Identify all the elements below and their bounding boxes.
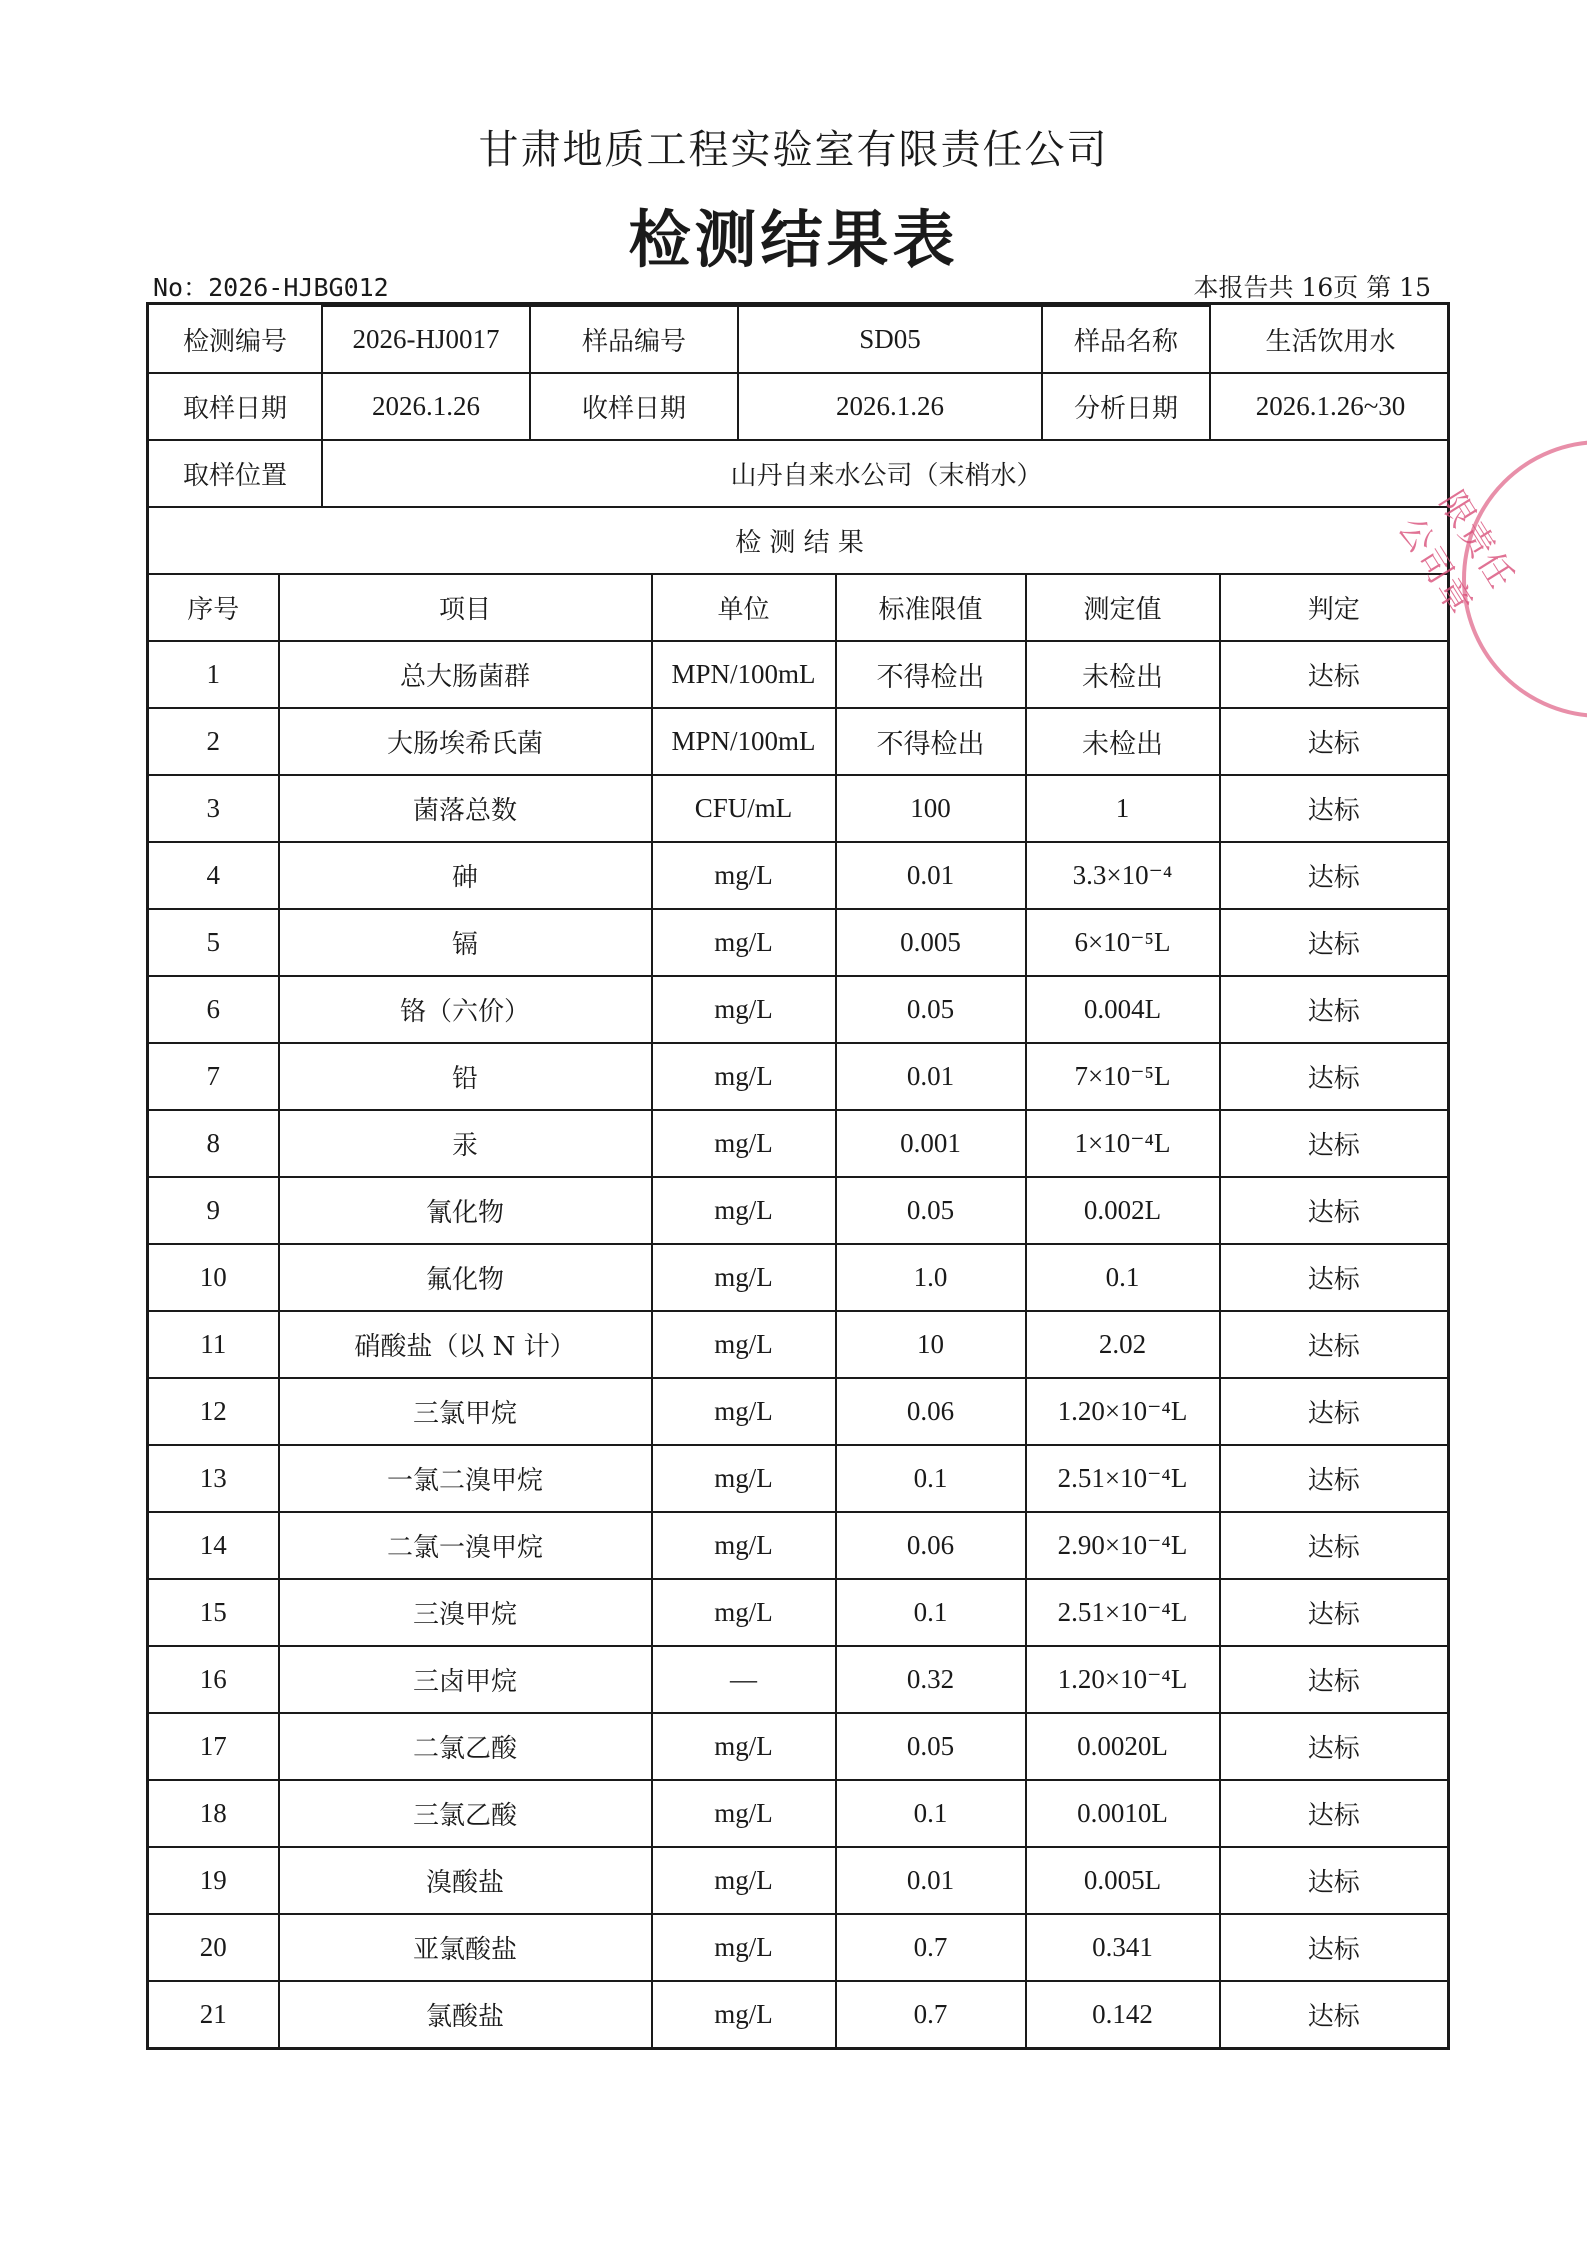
cell-seq: 1 <box>148 641 279 708</box>
cell-item: 二氯乙酸 <box>279 1713 652 1780</box>
cell-value: 0.005L <box>1026 1847 1220 1914</box>
table-row <box>148 775 1449 842</box>
test-no-value: 2026-HJ0017 <box>322 306 530 373</box>
cell-limit: 0.005 <box>836 909 1026 976</box>
cell-seq: 16 <box>148 1646 279 1713</box>
cell-judge: 达标 <box>1220 1646 1449 1713</box>
table-row <box>148 1780 1449 1847</box>
info-row-1 <box>148 304 1449 575</box>
company-name: 甘肃地质工程实验室有限责任公司 <box>478 127 1109 173</box>
cell-seq: 6 <box>148 976 279 1043</box>
col-header-judge: 判定 <box>1220 574 1449 641</box>
analysis-date-value: 2026.1.26~30 <box>1210 373 1448 440</box>
cell-limit: 不得检出 <box>836 641 1026 708</box>
cell-seq: 11 <box>148 1311 279 1378</box>
cell-unit: mg/L <box>652 1244 836 1311</box>
cell-unit: mg/L <box>652 1512 836 1579</box>
cell-value: 2.02 <box>1026 1311 1220 1378</box>
table-row <box>148 1847 1449 1914</box>
cell-seq: 14 <box>148 1512 279 1579</box>
page-info: 本报告共 16页 第 15 <box>1193 273 1431 302</box>
cell-limit: 0.05 <box>836 976 1026 1043</box>
cell-seq: 12 <box>148 1378 279 1445</box>
table-row <box>148 909 1449 976</box>
cell-value: 0.1 <box>1026 1244 1220 1311</box>
cell-judge: 达标 <box>1220 1713 1449 1780</box>
cell-unit: MPN/100mL <box>652 641 836 708</box>
cell-value: 0.002L <box>1026 1177 1220 1244</box>
cell-limit: 0.7 <box>836 1981 1026 2049</box>
sample-name-value: 生活饮用水 <box>1210 306 1448 373</box>
receive-date-label: 收样日期 <box>530 373 738 440</box>
table-row <box>148 1110 1449 1177</box>
cell-item: 铅 <box>279 1043 652 1110</box>
cell-value: 未检出 <box>1026 708 1220 775</box>
cell-item: 三溴甲烷 <box>279 1579 652 1646</box>
cell-unit: mg/L <box>652 1311 836 1378</box>
cell-unit: mg/L <box>652 1713 836 1780</box>
table-row <box>148 1713 1449 1780</box>
cell-item: 三氯甲烷 <box>279 1378 652 1445</box>
cell-item: 氯酸盐 <box>279 1981 652 2049</box>
cell-judge: 达标 <box>1220 1244 1449 1311</box>
document-title: 检测结果表 <box>628 203 959 276</box>
cell-limit: 0.01 <box>836 1847 1026 1914</box>
cell-seq: 8 <box>148 1110 279 1177</box>
cell-seq: 5 <box>148 909 279 976</box>
cell-judge: 达标 <box>1220 976 1449 1043</box>
cell-judge: 达标 <box>1220 1177 1449 1244</box>
table-row <box>148 842 1449 909</box>
cell-judge: 达标 <box>1220 1780 1449 1847</box>
sampling-date-label: 取样日期 <box>149 373 322 440</box>
cell-judge: 达标 <box>1220 1981 1449 2049</box>
cell-value: 3.3×10⁻⁴ <box>1026 842 1220 909</box>
cell-value: 1×10⁻⁴L <box>1026 1110 1220 1177</box>
analysis-date-label: 分析日期 <box>1042 373 1210 440</box>
cell-value: 7×10⁻⁵L <box>1026 1043 1220 1110</box>
cell-seq: 20 <box>148 1914 279 1981</box>
cell-value: 2.51×10⁻⁴L <box>1026 1579 1220 1646</box>
table-row <box>148 1445 1449 1512</box>
company-seal-text: 限责任公司章 <box>1389 484 1523 623</box>
table-row <box>148 1646 1449 1713</box>
results-section-title: 检 测 结 果 <box>149 507 1448 573</box>
cell-judge: 达标 <box>1220 1043 1449 1110</box>
cell-unit: mg/L <box>652 1445 836 1512</box>
results-table <box>146 302 1450 2050</box>
cell-item: 大肠埃希氏菌 <box>279 708 652 775</box>
cell-unit: mg/L <box>652 1579 836 1646</box>
cell-seq: 7 <box>148 1043 279 1110</box>
cell-judge: 达标 <box>1220 708 1449 775</box>
sampling-date-value: 2026.1.26 <box>322 373 530 440</box>
cell-unit: mg/L <box>652 842 836 909</box>
cell-limit: 0.05 <box>836 1713 1026 1780</box>
cell-judge: 达标 <box>1220 1914 1449 1981</box>
sample-no-label: 样品编号 <box>530 306 738 373</box>
table-row <box>148 1981 1449 2049</box>
cell-item: 氟化物 <box>279 1244 652 1311</box>
cell-limit: 0.06 <box>836 1512 1026 1579</box>
table-row <box>148 1043 1449 1110</box>
cell-unit: mg/L <box>652 1110 836 1177</box>
cell-item: 氰化物 <box>279 1177 652 1244</box>
cell-item: 砷 <box>279 842 652 909</box>
cell-seq: 15 <box>148 1579 279 1646</box>
cell-value: 2.51×10⁻⁴L <box>1026 1445 1220 1512</box>
cell-item: 亚氯酸盐 <box>279 1914 652 1981</box>
cell-seq: 17 <box>148 1713 279 1780</box>
cell-judge: 达标 <box>1220 1378 1449 1445</box>
cell-item: 硝酸盐（以 N 计） <box>279 1311 652 1378</box>
cell-limit: 0.06 <box>836 1378 1026 1445</box>
table-row <box>148 641 1449 708</box>
column-header-row <box>148 574 1449 641</box>
cell-seq: 13 <box>148 1445 279 1512</box>
cell-item: 溴酸盐 <box>279 1847 652 1914</box>
table-row <box>148 1244 1449 1311</box>
cell-judge: 达标 <box>1220 1445 1449 1512</box>
col-header-limit: 标准限值 <box>836 574 1026 641</box>
cell-limit: 0.01 <box>836 1043 1026 1110</box>
cell-limit: 100 <box>836 775 1026 842</box>
cell-judge: 达标 <box>1220 909 1449 976</box>
table-row <box>148 976 1449 1043</box>
cell-unit: MPN/100mL <box>652 708 836 775</box>
cell-limit: 1.0 <box>836 1244 1026 1311</box>
cell-limit: 0.05 <box>836 1177 1026 1244</box>
cell-seq: 3 <box>148 775 279 842</box>
table-row <box>148 1177 1449 1244</box>
cell-limit: 0.7 <box>836 1914 1026 1981</box>
cell-item: 一氯二溴甲烷 <box>279 1445 652 1512</box>
cell-unit: mg/L <box>652 1847 836 1914</box>
cell-judge: 达标 <box>1220 1110 1449 1177</box>
cell-limit: 0.32 <box>836 1646 1026 1713</box>
sample-no-value: SD05 <box>738 306 1042 373</box>
cell-value: 0.0020L <box>1026 1713 1220 1780</box>
cell-judge: 达标 <box>1220 1847 1449 1914</box>
cell-judge: 达标 <box>1220 1579 1449 1646</box>
cell-seq: 2 <box>148 708 279 775</box>
cell-seq: 10 <box>148 1244 279 1311</box>
report-number: No：2026-HJBG012 <box>153 273 389 302</box>
cell-item: 二氯一溴甲烷 <box>279 1512 652 1579</box>
cell-unit: mg/L <box>652 1378 836 1445</box>
cell-seq: 4 <box>148 842 279 909</box>
cell-unit: mg/L <box>652 1043 836 1110</box>
table-row <box>148 1914 1449 1981</box>
cell-limit: 0.01 <box>836 842 1026 909</box>
cell-seq: 19 <box>148 1847 279 1914</box>
cell-item: 汞 <box>279 1110 652 1177</box>
cell-unit: mg/L <box>652 1177 836 1244</box>
cell-item: 总大肠菌群 <box>279 641 652 708</box>
cell-item: 三卤甲烷 <box>279 1646 652 1713</box>
cell-item: 铬（六价） <box>279 976 652 1043</box>
col-header-seq: 序号 <box>148 574 279 641</box>
col-header-value: 测定值 <box>1026 574 1220 641</box>
cell-value: 1 <box>1026 775 1220 842</box>
table-row <box>148 708 1449 775</box>
cell-seq: 21 <box>148 1981 279 2049</box>
cell-seq: 9 <box>148 1177 279 1244</box>
cell-seq: 18 <box>148 1780 279 1847</box>
location-value: 山丹自来水公司（末梢水） <box>322 440 1448 507</box>
cell-value: 未检出 <box>1026 641 1220 708</box>
cell-unit: mg/L <box>652 976 836 1043</box>
table-row <box>148 1579 1449 1646</box>
cell-value: 0.004L <box>1026 976 1220 1043</box>
receive-date-value: 2026.1.26 <box>738 373 1042 440</box>
cell-limit: 0.1 <box>836 1445 1026 1512</box>
cell-value: 6×10⁻⁵L <box>1026 909 1220 976</box>
cell-unit: mg/L <box>652 909 836 976</box>
cell-judge: 达标 <box>1220 1512 1449 1579</box>
table-row <box>148 1378 1449 1445</box>
cell-value: 0.0010L <box>1026 1780 1220 1847</box>
cell-limit: 10 <box>836 1311 1026 1378</box>
location-label: 取样位置 <box>149 440 322 507</box>
cell-item: 镉 <box>279 909 652 976</box>
cell-item: 菌落总数 <box>279 775 652 842</box>
cell-limit: 0.1 <box>836 1780 1026 1847</box>
cell-judge: 达标 <box>1220 1311 1449 1378</box>
test-no-label: 检测编号 <box>149 306 322 373</box>
cell-value: 1.20×10⁻⁴L <box>1026 1646 1220 1713</box>
col-header-unit: 单位 <box>652 574 836 641</box>
cell-value: 0.142 <box>1026 1981 1220 2049</box>
cell-judge: 达标 <box>1220 842 1449 909</box>
cell-item: 三氯乙酸 <box>279 1780 652 1847</box>
cell-limit: 不得检出 <box>836 708 1026 775</box>
cell-unit: mg/L <box>652 1914 836 1981</box>
table-row <box>148 1512 1449 1579</box>
cell-value: 1.20×10⁻⁴L <box>1026 1378 1220 1445</box>
col-header-item: 项目 <box>279 574 652 641</box>
cell-unit: — <box>652 1646 836 1713</box>
cell-value: 0.341 <box>1026 1914 1220 1981</box>
table-row <box>148 1311 1449 1378</box>
cell-limit: 0.1 <box>836 1579 1026 1646</box>
sample-name-label: 样品名称 <box>1042 306 1210 373</box>
cell-limit: 0.001 <box>836 1110 1026 1177</box>
cell-value: 2.90×10⁻⁴L <box>1026 1512 1220 1579</box>
cell-unit: mg/L <box>652 1780 836 1847</box>
cell-unit: mg/L <box>652 1981 836 2049</box>
cell-judge: 达标 <box>1220 775 1449 842</box>
cell-judge: 达标 <box>1220 641 1449 708</box>
cell-unit: CFU/mL <box>652 775 836 842</box>
